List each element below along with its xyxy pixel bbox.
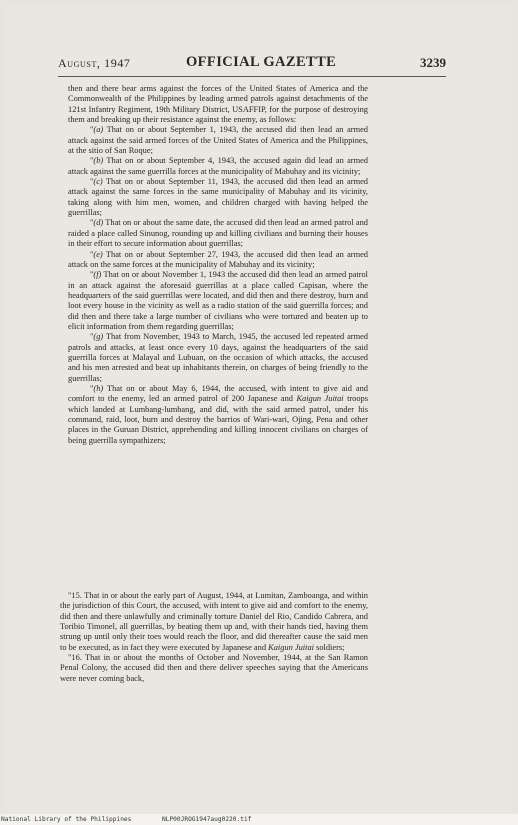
- item-c: "(c) That on or about September 11, 1943, the accused did then lead an armed attack against the same forces in the same municipality of Mabuhay and its vicinity, taking along with him men, women, and children charged with having helped the guerrillas;: [68, 177, 368, 218]
- paragraph-15-emphasis: Kaigun Juitai: [268, 642, 314, 652]
- header-date: August, 1947: [58, 56, 131, 70]
- indented-body: [68, 84, 368, 446]
- item-a-text: That on or about September 1, 1943, the accused did then lead an armed attack against the said armed forces of the United States of America and the Philippines, at the sitio of San Roque;: [68, 125, 368, 156]
- item-c-text: That on or about September 11, 1943, the accused did then lead an armed attack against the same forces in the same municipality of Mabuhay and its vicinity, taking along with him men, women, and children charged with having helped the guerrillas;: [68, 177, 368, 218]
- item-b: "(b) That on or about September 4, 1943, the accused again did lead an armed attack against the same guerrilla forces at the municipality of Mabuhay and its vicinity;: [68, 156, 368, 176]
- header-title: OFFICIAL GAZETTE: [186, 54, 337, 70]
- item-e-label: (e): [93, 249, 103, 259]
- item-a-label: (a): [93, 125, 104, 135]
- item-h-text-before: That on or about May 6, 1944, the accused, with intent to give aid and comfort to the enemy, led an armed patrol of 200 Japanese and: [68, 383, 368, 404]
- page-header: [58, 54, 446, 76]
- item-f: "(f) That on or about November 1, 1943 the accused did then lead an armed patrol in an attack against the aforesaid guerrillas at a place called Capisan, where the headquarters of the said guerrillas were located, and did then and there destroy, burn and loot every house in the vicinity as well as a radio station of the said guerrilla forces; and did then and there take a large number of civilians who were tortured and beaten up to elicit information from them regarding guerrillas;: [68, 270, 368, 331]
- scan-footer: [0, 814, 518, 825]
- footer-library: National Library of the Philippines: [1, 816, 132, 823]
- item-b-text: That on or about September 4, 1943, the accused again did lead an armed attack against the same guerrilla forces at the municipality of Mabuhay and its vicinity;: [68, 156, 368, 176]
- item-f-label: (f): [93, 270, 102, 280]
- item-d: "(d) That on or about the same date, the accused did then lead an armed patrol and raided a place called Sinunog, rounding up and killing civilians and burning their houses in their effort to secure information about guerrillas;: [68, 218, 368, 249]
- item-h-label: (h): [93, 383, 104, 393]
- item-h-emphasis: Kaigun Juitai: [296, 394, 344, 404]
- paragraph-16: "16. That in or about the months of October and November, 1944, at the San Ramon Penal Colony, the accused did then and there deliver speeches saying that the Americans were never coming back,: [60, 653, 368, 683]
- item-e: "(e) That on or about September 27, 1943, the accused did then lead an armed attack on the same forces at the municipality of Mabuhay and its vicinity;: [68, 249, 368, 269]
- item-d-label: (d): [93, 218, 104, 228]
- paragraph-15: [60, 591, 368, 653]
- item-f-text: That on or about November 1, 1943 the accused did then lead an armed patrol in an attack against the aforesaid guerrillas at a place called Capisan, where the headquarters of the said guerrillas were located, and did then and there destroy, burn and loot every house in the vicinity as well as a radio station of the said guerrilla forces; and did then and there take a large number of civilians who were tortured and beaten up to elicit information from them regarding guerrillas;: [68, 270, 368, 331]
- header-rule: [58, 76, 446, 77]
- paragraph-15-text-after: soldiers;: [313, 642, 345, 652]
- item-c-label: (c): [93, 177, 103, 187]
- main-body: [60, 591, 368, 684]
- paragraph-15-text: "15. That in or about the early part of August, 1944, at Lumitan, Zamboanga, and within the jurisdiction of this Court, the accused, with intent to give aid and comfort to the enemy, did then and there unlawfully and criminally torture Daniel del Rio, Candido Cabrera, and Toribio Timonel, all guerrillas, by beating them up and, with their hands tied, having them strung up until only their toes would reach the floor, and did thereafter cause the said men to be executed, as in fact they were executed by Japanese and: [60, 591, 368, 652]
- page-number: 3239: [420, 55, 446, 70]
- footer-filename: NLP00JROG1947aug0220.tif: [162, 816, 252, 823]
- item-a: "(a) That on or about September 1, 1943, the accused did then lead an armed attack against the said armed forces of the United States of America and the Philippines, at the sitio of San Roque;: [68, 125, 368, 156]
- intro-paragraph: then and there bear arms against the forces of the United States of America and the Commonwealth of the Philippines by leading armed patrols against detachments of the 121st Infantry Regiment, 19th Military District, USAFFIP, for the purpose of destroying them and breaking up their resistance against the enemy, as follows:: [68, 84, 368, 125]
- item-d-text: That on or about the same date, the accused did then lead an armed patrol and raided a place called Sinunog, rounding up and killing civilians and burning their houses in their effort to secure information about guerrillas;: [68, 218, 368, 249]
- item-h-text-after: troops which landed at Lumbang-lumbang, and did, with the said armed patrol, under his command, raid, loot, burn and destroy the barrios of Wari-wari, Ojing, Pena and other places in the Guruan District, apprehending and killing innocent civilians on charges of being guerrilla sympathizers;: [68, 394, 369, 445]
- item-g: "(g) That from November, 1943 to March, 1945, the accused led repeated armed patrols and attacks, at least once every 10 days, against the headquarters of the said guerrilla forces at Malayal and Lubuan, on the occasion of which attacks, the accused and his men arrested and beat up inhabitants therein, on charges of being friendly to the guerrillas;: [68, 332, 368, 383]
- item-b-label: (b): [93, 156, 104, 166]
- item-e-text: That on or about September 27, 1943, the accused did then lead an armed attack on the same forces at the municipality of Mabuhay and its vicinity;: [68, 249, 368, 269]
- item-g-label: (g): [93, 332, 104, 342]
- item-g-text: That from November, 1943 to March, 1945, the accused led repeated armed patrols and attacks, at least once every 10 days, against the headquarters of the said guerrilla forces at Malayal and Lubuan, on the occasion of which attacks, the accused and his men arrested and beat up inhabitants therein, on charges of being friendly to the guerrillas;: [68, 332, 368, 383]
- item-h: "(h) That on or about May 6, 1944, the accused, with intent to give aid and comfort to the enemy, led an armed patrol of 200 Japanese and Kaigun Juitai troops which landed at Lumbang-lumbang, and did, with the said armed patrol, under his command, raid, loot, burn and destroy the barrios of Wari-wari, Ojing, Pena and other places in the Guruan District, apprehending and killing innocent civilians on charges of being guerrilla sympathizers;: [68, 383, 369, 445]
